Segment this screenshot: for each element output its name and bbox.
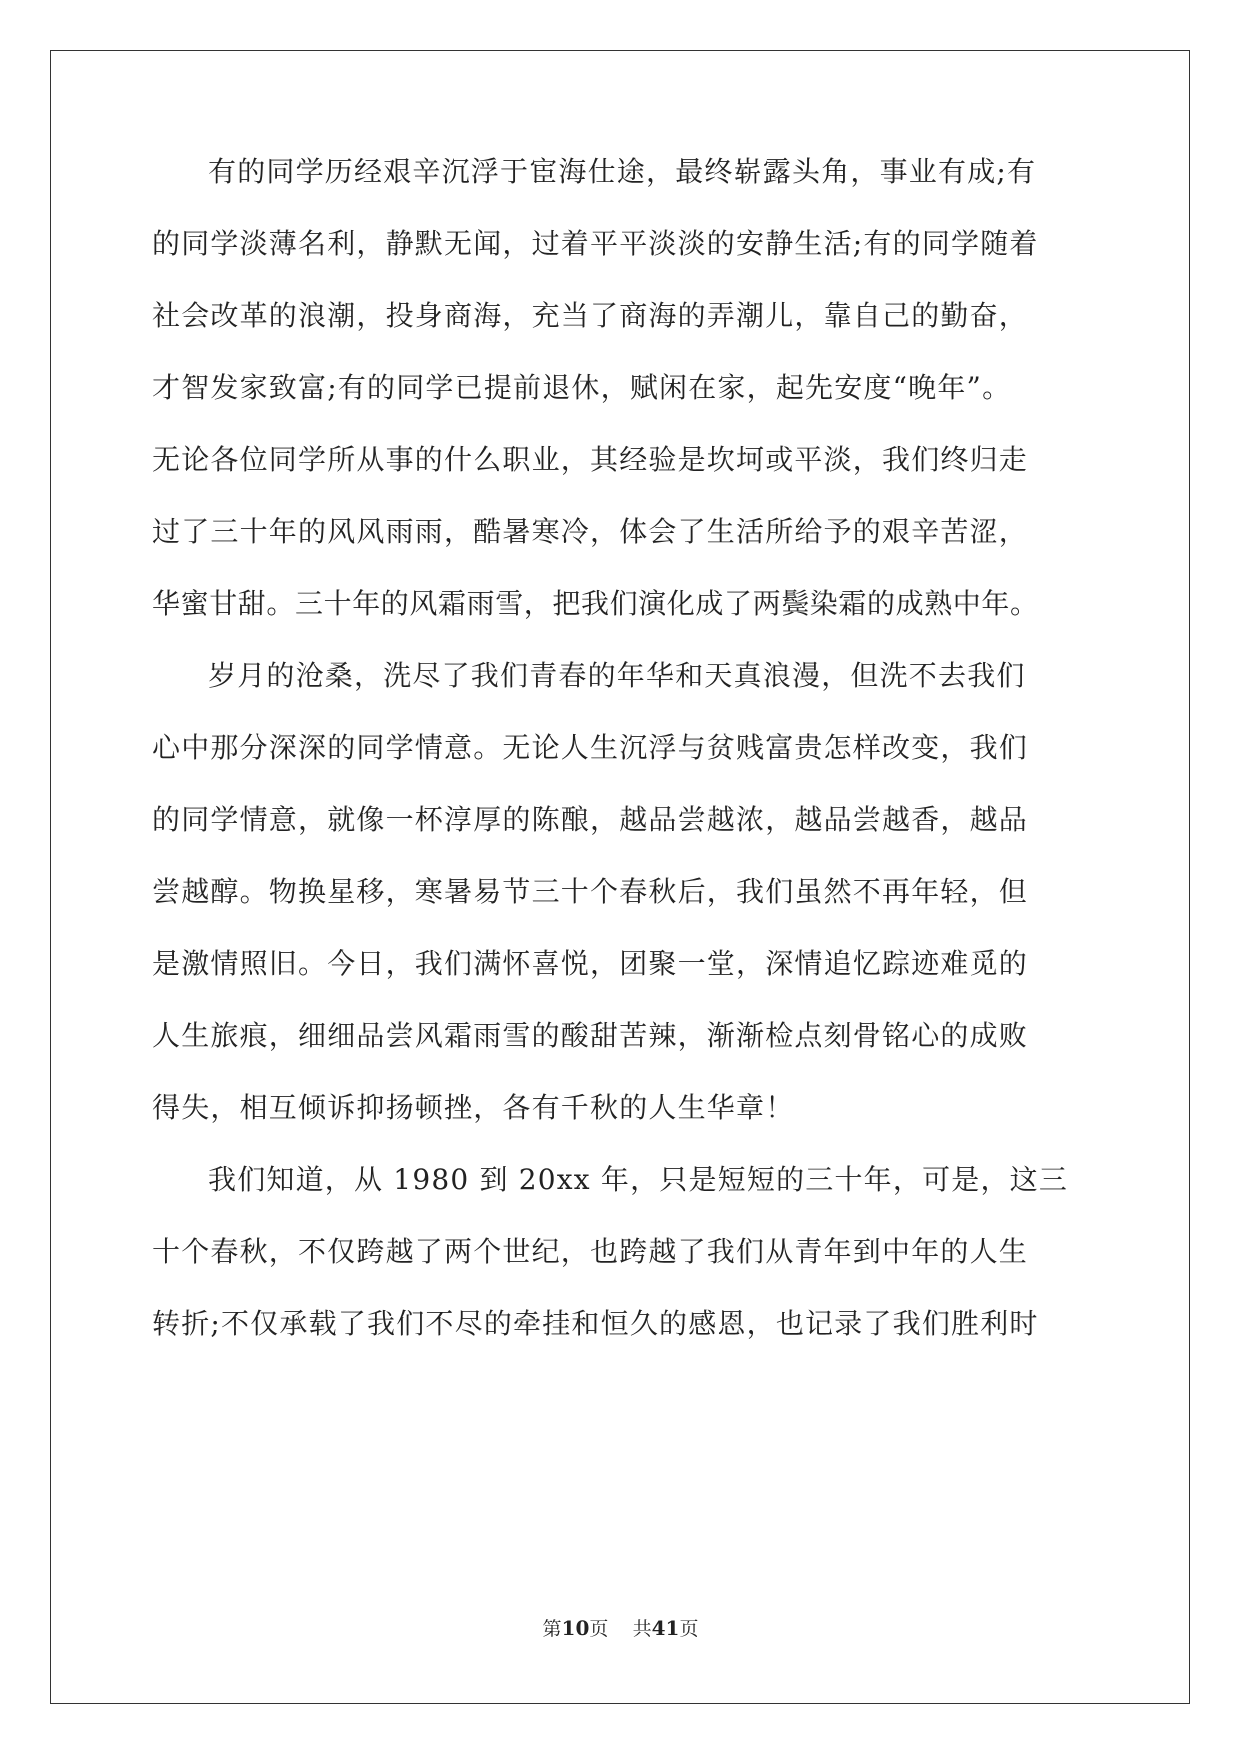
paragraph-1-line-1: 有的同学历经艰辛沉浮于宦海仕途，最终崭露头角，事业有成;有 — [208, 155, 1037, 188]
footer-prefix: 第 — [542, 1618, 562, 1640]
paragraph-1-line-7: 华蜜甘甜。三十年的风霜雨雪，把我们演化成了两鬓染霜的成熟中年。 — [152, 587, 1039, 620]
paragraph-3-line-3: 转折;不仅承载了我们不尽的牵挂和恒久的感恩，也记录了我们胜利时 — [152, 1307, 1039, 1340]
paragraph-2-line-7: 得失，相互倾诉抑扬顿挫，各有千秋的人生华章！ — [152, 1091, 795, 1124]
paragraph-1-line-4: 才智发家致富;有的同学已提前退休，赋闲在家，起先安度“晚年”。 — [152, 371, 1012, 404]
paragraph-2-line-3: 的同学情意，就像一杯淳厚的陈酿，越品尝越浓，越品尝越香，越品 — [152, 803, 1029, 836]
paragraph-3-line-1: 我们知道，从 1980 到 20xx 年，只是短短的三十年，可是，这三 — [208, 1163, 1069, 1196]
paragraph-1-line-2: 的同学淡薄名利，静默无闻，过着平平淡淡的安静生活;有的同学随着 — [152, 227, 1039, 260]
footer-total-prefix: 共 — [632, 1618, 652, 1640]
footer-page-suffix: 页 — [589, 1618, 609, 1640]
current-page-number: 10 — [561, 1616, 590, 1640]
paragraph-2-line-1: 岁月的沧桑，洗尽了我们青春的年华和天真浪漫，但洗不去我们 — [208, 659, 1026, 692]
paragraph-3-line-2: 十个春秋，不仅跨越了两个世纪，也跨越了我们从青年到中年的人生 — [152, 1235, 1029, 1268]
total-page-count: 41 — [651, 1616, 680, 1640]
footer-total-suffix: 页 — [679, 1618, 699, 1640]
paragraph-2-line-6: 人生旅痕，细细品尝风霜雨雪的酸甜苦辣，渐渐检点刻骨铭心的成败 — [152, 1019, 1029, 1052]
page-footer — [0, 1614, 1241, 1643]
paragraph-2-line-2: 心中那分深深的同学情意。无论人生沉浮与贫贱富贵怎样改变，我们 — [152, 731, 1029, 764]
paragraph-1-line-6: 过了三十年的风风雨雨，酷暑寒冷，体会了生活所给予的艰辛苦涩， — [152, 515, 1029, 548]
paragraph-1-line-5: 无论各位同学所从事的什么职业，其经验是坎坷或平淡，我们终归走 — [152, 443, 1029, 476]
paragraph-1-line-3: 社会改革的浪潮，投身商海，充当了商海的弄潮儿，靠自己的勤奋， — [152, 299, 1029, 332]
paragraph-2-line-4: 尝越醇。物换星移，寒暑易节三十个春秋后，我们虽然不再年轻，但 — [152, 875, 1029, 908]
paragraph-2-line-5: 是激情照旧。今日，我们满怀喜悦，团聚一堂，深情追忆踪迹难觅的 — [152, 947, 1029, 980]
